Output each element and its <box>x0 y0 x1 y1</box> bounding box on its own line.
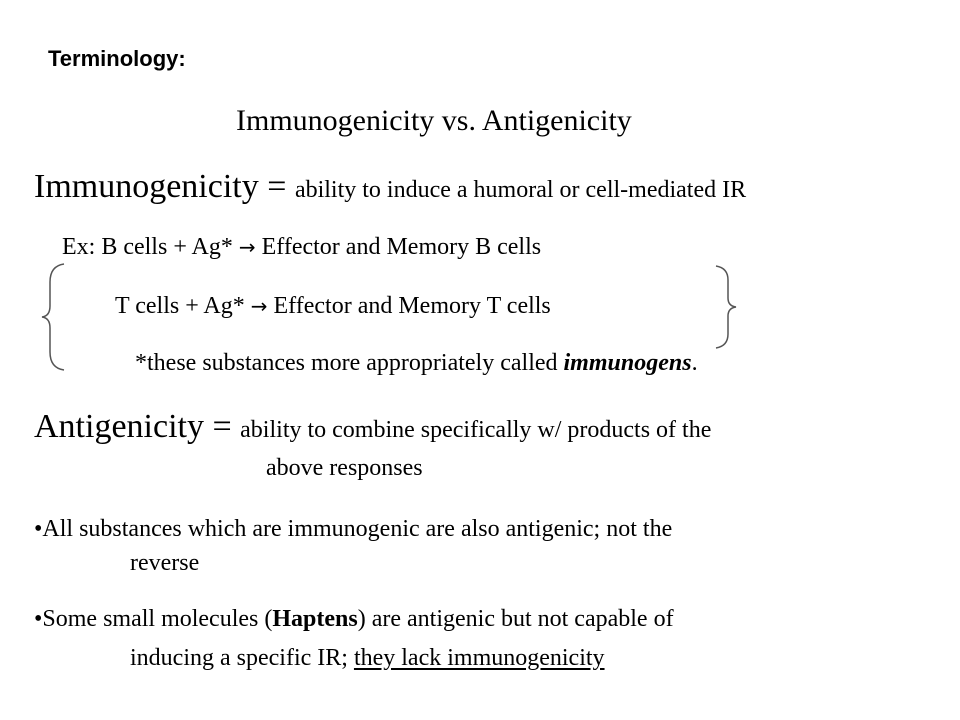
bullet-2-pre: •Some small molecules ( <box>34 606 273 632</box>
bullet-2-post: ) are antigenic but not capable of <box>357 606 674 632</box>
bullet-2-line2-pre: inducing a specific IR; <box>130 645 354 671</box>
bullet-2-line-2 <box>130 646 605 670</box>
lack-immunogenicity-phrase: they lack immunogenicity <box>353 645 605 671</box>
immunogens-note <box>135 351 698 375</box>
left-brace-icon <box>38 262 68 372</box>
example-b-cells <box>62 235 541 259</box>
note-suffix: . <box>691 350 698 376</box>
note-emphasis: immunogens <box>563 350 692 376</box>
antigenicity-definition-cont: above responses <box>266 455 423 481</box>
slide-title: Immunogenicity vs. Antigenicity <box>236 104 632 137</box>
example-t-rhs: Effector and Memory T cells <box>273 293 551 319</box>
example-b-rhs: Effector and Memory B cells <box>261 234 542 260</box>
example-t-lhs: T cells + Ag* <box>115 293 245 319</box>
example-t-cells <box>115 294 551 318</box>
terminology-label: Terminology: <box>48 46 186 71</box>
bullet-1-line-2: reverse <box>130 550 200 576</box>
right-brace-icon <box>712 264 742 350</box>
arrow-icon: → <box>238 235 256 259</box>
immunogenicity-definition-text: ability to induce a humoral or cell-mediated IR <box>294 177 747 203</box>
antigenicity-definition <box>34 410 711 444</box>
antigenicity-definition-text: ability to combine specifically w/ products of the <box>240 417 712 443</box>
equals-sign: = <box>203 408 241 445</box>
haptens-term: Haptens <box>272 606 358 632</box>
example-b-lhs: Ex: B cells + Ag* <box>62 234 233 260</box>
immunogenicity-term: Immunogenicity <box>34 168 259 205</box>
arrow-icon: → <box>250 294 268 318</box>
note-prefix: *these substances more appropriately called <box>135 350 564 376</box>
bullet-2-line-1 <box>34 607 674 631</box>
equals-sign: = <box>258 168 295 205</box>
antigenicity-term: Antigenicity <box>34 408 204 445</box>
immunogenicity-definition <box>34 170 746 204</box>
bullet-1-line-1: •All substances which are immunogenic are also antigenic; not the <box>34 516 673 542</box>
